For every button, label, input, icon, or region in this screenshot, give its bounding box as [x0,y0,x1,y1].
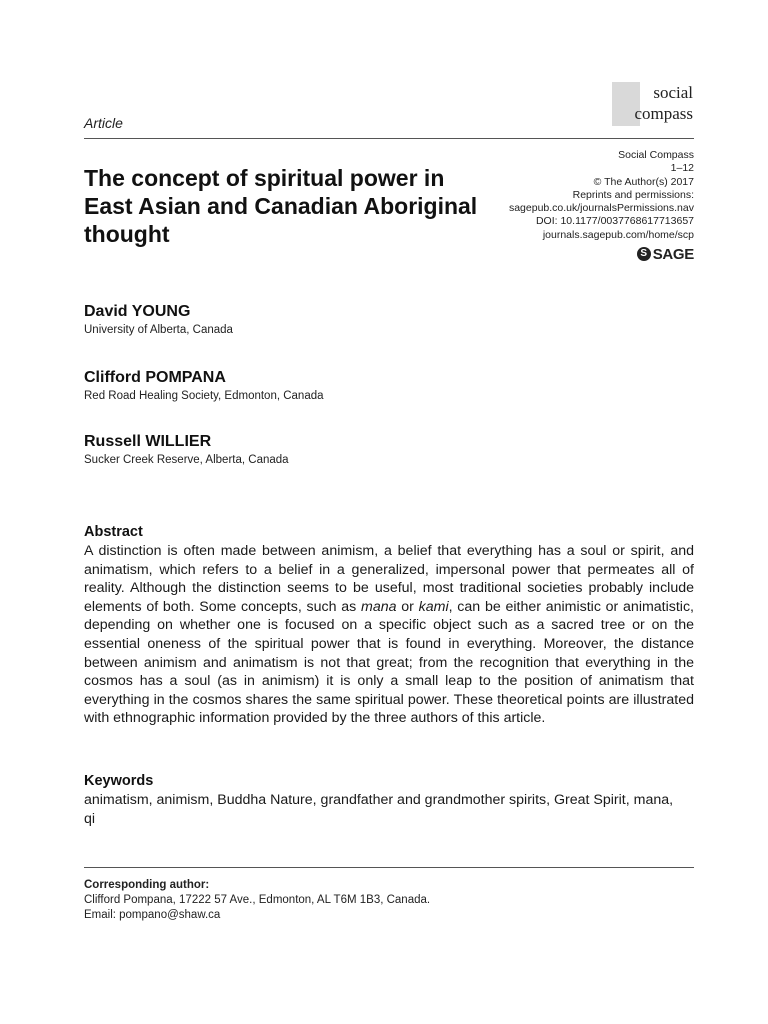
doi[interactable]: DOI: 10.1177/0037768617713657 [535,215,694,228]
journal-homepage-link[interactable]: journals.sagepub.com/home/scp [542,228,694,241]
author-block [84,432,289,467]
publisher-name: SAGE [652,245,694,263]
author-name: David YOUNG [84,303,191,320]
journal-name: Social Compass [618,149,694,161]
corresponding-author [84,878,430,923]
publication-metadata [509,149,694,242]
corresponding-author-email[interactable]: Email: pompano@shaw.ca [84,909,221,921]
article-type-label: Article [84,115,123,131]
journal-logo [634,82,693,124]
author-affiliation: Red Road Healing Society, Edmonton, Canada [84,390,324,402]
permissions-link[interactable]: sagepub.co.uk/journalsPermissions.nav [508,202,694,215]
keywords-heading: Keywords [84,773,154,789]
abstract-heading: Abstract [84,524,143,540]
header-divider [84,138,694,139]
keywords-list: animatism, animism, Buddha Nature, grandfather and grandmother spirits, Great Spirit, mana, qi [84,792,674,827]
reprints-label: Reprints and permissions: [572,188,694,201]
author-block [84,368,324,403]
author-affiliation: Sucker Creek Reserve, Alberta, Canada [84,454,289,466]
sage-logo-icon: S [637,247,651,261]
abstract-text-part: , can be either animistic or animatistic, depending on whether one is focused on a specific object such as a sacred tree or on the essential oneness of the spiritual power that is found in everything. Moreover, the distance between animism and animatism is not that great; from the recognition that everything in the cosmos has a soul (as in animism) it is only a small leap to the position of animatism that everything in the cosmos shares the same spiritual power. These theoretical points are illustrated with ethnographic information provided by the three authors of this article. [84,598,694,727]
abstract-term: mana [361,598,397,615]
abstract-text-part: or [396,598,419,615]
abstract-text [84,542,694,728]
author-name: Clifford POMPANA [84,369,226,386]
footer-divider [84,867,694,868]
publisher-logo [637,245,694,263]
author-name: Russell WILLIER [84,433,212,450]
page-range: 1–12 [670,162,694,175]
abstract-term: kami [418,598,449,615]
journal-logo-line-1: social [653,83,693,102]
corresponding-author-label: Corresponding author: [84,879,210,891]
journal-logo-line-2: compass [634,104,693,123]
article-title: The concept of spiritual power in East Asian and Canadian Aboriginal thought [84,165,478,247]
corresponding-author-address: Clifford Pompana, 17222 57 Ave., Edmonton, AL T6M 1B3, Canada. [84,894,431,906]
keywords-section [84,772,684,828]
abstract-section [84,523,694,728]
copyright-notice: © The Author(s) 2017 [593,175,694,188]
author-affiliation: University of Alberta, Canada [84,324,233,336]
abstract-text-part: A distinction is often made between animism, a belief that everything has a soul or spirit, and animatism, which refers to a belief in a generalized, impersonal power that permeates all of reality. Although the distinction seems to be useful, most traditional societies probably include elements of both. Some concepts, such as [84,543,694,615]
author-block [84,302,233,337]
